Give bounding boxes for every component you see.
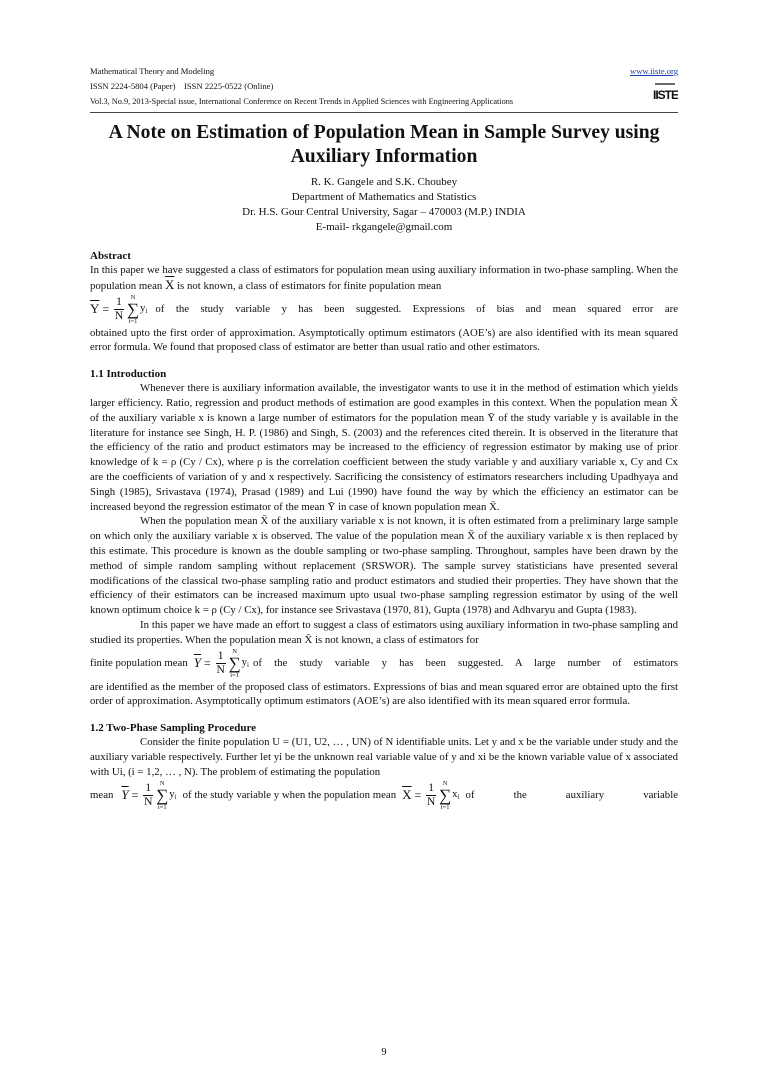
fraction-denominator-x: N — [427, 796, 436, 809]
introduction-formula-line — [90, 648, 678, 680]
fraction-numerator: 1 — [116, 296, 122, 309]
sum-upper-limit-x: N — [442, 779, 448, 787]
formula-fraction-intro — [216, 650, 226, 677]
fraction-numerator-two-phase: 1 — [145, 782, 152, 795]
summation-symbol: N ∑ i=1 — [126, 293, 140, 325]
formula-term-x: $x_i$ — [452, 787, 460, 801]
author-department: Department of Mathematics and Statistics — [291, 191, 477, 203]
formula-Y-bar-intro: $\overline{Y}$ — [193, 655, 201, 671]
fraction-numerator-x: 1 — [428, 782, 435, 795]
iiste-logo-icon — [652, 81, 678, 105]
two-phase-mid-text: of the study variable y when the population mean — [182, 789, 397, 802]
formula-equals-intro: = — [203, 656, 211, 671]
fraction-denominator-intro: N — [216, 664, 225, 677]
two-phase-end-text: of the auxiliary variable — [465, 789, 678, 802]
issn-line: ISSN 2224-5804 (Paper) ISSN 2225-0522 (Online) — [90, 81, 274, 91]
introduction-para-2: When the population mean X̄ of the auxiliary variable x is not known, it is often estimated from a preliminary large sample on which only the auxiliary variable x is observed. The value of the population mean X̄ of the auxiliary variable x is then replaced by this estimate. This procedure is known as the double sampling or two-phase sampling. Throughout, samples have been drawn by the method of simple random sampling without replacement (SRSWOR). The sample survey statisticians have presented several modifications of the classical two-phase sampling ratio and product estimators and studied their properties. They have shown that the efficiency of their estimators can be increased maximum upto usual two-phase sampling regression estimator by using of the well known optimum choice k = ρ (Cy / Cx), for instance see Srivastava (1970, 81), Gupta (1978) and Adhvaryu and Gupta (1983). — [90, 515, 678, 617]
formula-term-y: $y_i$ — [140, 301, 148, 315]
formula-fraction-x — [426, 782, 436, 809]
formula-Y-bar: $\overline{Y}$ — [90, 301, 100, 317]
two-phase-para-1: Consider the finite population U = (U1, U2, … , UN) of N identifiable units. Let y and x be the variable under study and the auxiliary variable respectively. Further let yi be the unknown real variable value of y and xi be the known variable value of x associated with Ui, (i = 1,2, … , N). The problem of estimating the population — [90, 736, 678, 778]
formula-fraction-two-phase — [143, 782, 153, 809]
introduction-para-5: are identified as the member of the proposed class of estimators. Expressions of bias and mean squared error are obtained upto the first order of approximation. Asymptotically optimum estimators (AOE’s) are also identified with its mean squared error formula. — [90, 680, 678, 708]
journal-header — [90, 64, 678, 79]
introduction-para-3: In this paper we have made an effort to suggest a class of estimators using auxiliary information in two-phase sampling and studied its properties. When the population mean X̄ is not known, a class of estimators for — [90, 618, 678, 646]
formula-equals: = — [102, 302, 110, 317]
formula-equals-x: = — [414, 788, 422, 803]
introduction-para-1: Whenever there is auxiliary information available, the investigator wants to use it in the method of estimation which yields larger efficiency. Ratio, regression and product methods of estimation are good examples in this context. When the population mean X̄ of the auxiliary variable x is known a large number of estimators for the population mean Ȳ of the study variable y is available in the literature for instance see Singh, H. P. (1986) and Singh, S. (2003) and the references cited therein. It is observed in the literature that the efficiency of the ratio and product estimators may be increased to the efficiency of regression estimator by making use of prior knowledge of k = ρ (Cy / Cx), where ρ is the correlation coefficient between the study variable y and auxiliary variable x, Cy and Cx are the coefficients of variation of y and x respectively. Sacrificing the consistency of estimators researchers including Upadhyaya and Singh (1985), Srivastava (1974), Prasad (1989) and Lui (1990) have found the way by which the efficiency an estimator can be increased beyond the regression estimator of the mean Ȳ in case of known population mean X̄. — [90, 382, 678, 513]
logo-letters: IISTE — [653, 88, 678, 102]
formula-term-y-intro: $y_i$ — [241, 655, 249, 669]
abstract-para-3: obtained upto the first order of approximation. Asymptotically optimum estimators (AOE’s) are also identified with its mean squared error formula. We found that proposed class of estimator are better than usual ratio and other estimators. — [90, 326, 678, 354]
sum-lower-limit-x: i=1 — [440, 803, 450, 811]
abstract-text-2: of the study variable y has been suggested. Expressions of bias and mean squared error are — [155, 303, 678, 316]
two-phase-mean-label: mean — [90, 789, 114, 802]
abstract-heading: Abstract — [90, 250, 131, 262]
paper-title: A Note on Estimation of Population Mean in Sample Survey using Auxiliary Information — [108, 122, 660, 167]
sum-lower-limit: i=1 — [128, 317, 138, 325]
fraction-numerator-intro: 1 — [217, 650, 224, 663]
introduction-text-4-left: finite population mean — [90, 657, 188, 670]
sum-lower-limit-two-phase: i=1 — [157, 803, 167, 811]
volume-line: Vol.3, No.9, 2013-Special issue, International Conference on Recent Trends in Applied Sciences with Engineering Applications — [90, 97, 514, 106]
formula-X-bar-two-phase: $\overline{X}$ — [402, 787, 412, 803]
formula-Y-bar-two-phase: $\overline{Y}$ — [121, 787, 129, 803]
summation-symbol-two-phase: N ∑ i=1 — [156, 779, 169, 811]
two-phase-formula-line — [90, 780, 678, 812]
header-rule — [90, 112, 678, 113]
fraction-denominator-two-phase: N — [144, 796, 153, 809]
introduction-heading: 1.1 Introduction — [90, 368, 167, 381]
sum-upper-limit: N — [130, 293, 136, 301]
page-number: 9 — [381, 1047, 387, 1058]
fraction-denominator: N — [114, 310, 124, 323]
journal-name: Mathematical Theory and Modeling — [90, 66, 215, 76]
formula-fraction — [114, 296, 124, 323]
abstract-text-1-end: is not known, a class of estimators for finite population mean — [177, 279, 442, 292]
author-university: Dr. H.S. Gour Central University, Sagar – 470003 (M.P.) INDIA — [242, 206, 526, 218]
abstract-para-1 — [90, 263, 678, 294]
introduction-text-4-right: of the study variable y has been suggested. A large number of estimators — [253, 657, 678, 670]
sum-lower-limit-intro: i=1 — [230, 671, 239, 679]
author-names: R. K. Gangele and S.K. Choubey — [310, 176, 458, 188]
paper-page — [90, 64, 678, 812]
volume-line-wrap — [90, 88, 678, 109]
summation-symbol-x: N ∑ i=1 — [439, 779, 452, 811]
author-email: E-mail- rkgangele@gmail.com — [315, 221, 453, 233]
sum-upper-limit-intro: N — [232, 647, 237, 655]
formula-term-y-two-phase: $y_i$ — [169, 787, 177, 801]
summation-symbol-intro: N ∑ i=1 — [228, 647, 241, 679]
symbol-X-bar: $\overline{X}$ — [164, 276, 175, 292]
two-phase-heading: 1.2 Two-Phase Sampling Procedure — [90, 722, 257, 735]
formula-equals-two-phase: = — [131, 788, 139, 803]
journal-url-link[interactable]: www.iiste.org — [630, 66, 678, 76]
sum-upper-limit-two-phase: N — [159, 779, 165, 787]
abstract-formula-line — [90, 294, 678, 326]
abstract-text-1: In this paper we have suggested a class of estimators for population mean using auxiliary information in two-phase sampling. When the population mean — [90, 264, 678, 292]
